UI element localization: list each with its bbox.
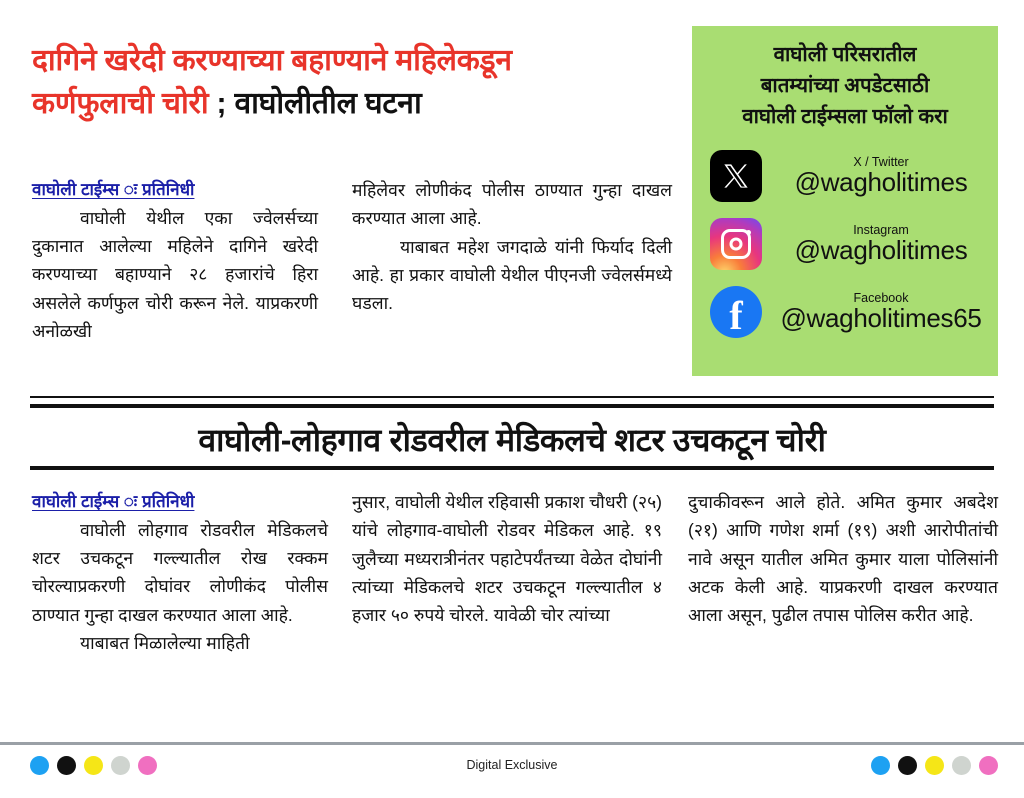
promo-platform-instagram: Instagram xyxy=(853,222,909,237)
story2-col2-paragraph-1: नुसार, वाघोली येथील रहिवासी प्रकाश चौधरी (२५) यांचे लोहगाव-वाघोली रोडवर मेडिकल आहे. १९ जुलैच्या मध्यरात्रीनंतर पहाटेपर्यंतच्या वेळेत दोघांनी त्यांच्या मेडिकलचे शटर उचकटून गल्ल्यातील ४ हजार ५० रुपये चोरले. यावेळी चोर त्यांच्या xyxy=(352,492,662,626)
footer-dots-right xyxy=(871,756,998,775)
divider-rule-top xyxy=(30,396,994,398)
story2-col1-paragraph-2: याबाबत मिळालेल्या माहिती xyxy=(80,632,250,653)
footer-dot-right-2 xyxy=(925,756,944,775)
story1-column-2 xyxy=(352,176,672,318)
story2-column-3 xyxy=(688,488,998,630)
story1-col1-paragraph-1: वाघोली येथील एका ज्वेलर्सच्या दुकानात आलेल्या महिलेने दागिने खरेदी करण्याच्या बहाण्याने २८ हजारांचे हिरा असलेले कर्णफुल चोरी करून नेले. याप्रकरणी अनोळखी xyxy=(32,207,318,341)
x-twitter-icon[interactable] xyxy=(710,150,762,202)
promo-rows xyxy=(702,142,988,346)
promo-facebook-texts xyxy=(774,291,988,334)
promo-twitter-texts xyxy=(774,155,988,198)
story1-col2-paragraph-2: याबाबत महेश जगदाळे यांनी फिर्याद दिली आहे. हा प्रकार वाघोली येथील पीएनजी ज्वेलर्समध्ये घडला. xyxy=(352,236,672,314)
promo-handle-facebook: @wagholitimes65 xyxy=(780,302,982,333)
promo-handle-instagram: @wagholitimes xyxy=(794,234,968,265)
facebook-icon[interactable]: f xyxy=(710,286,762,338)
footer-dot-right-1 xyxy=(898,756,917,775)
story1-col2-paragraph-1: महिलेवर लोणीकंद पोलीस ठाण्यात गुन्हा दाखल करण्यात आला आहे. xyxy=(352,180,672,229)
footer-dot-right-0 xyxy=(871,756,890,775)
story2-byline: वाघोली टाईम्स ः प्रतिनिधी xyxy=(32,492,195,511)
story1-headline-line1: दागिने खरेदी करण्याच्या बहाण्याने महिलेकडून xyxy=(32,44,512,77)
story2-column-2 xyxy=(352,488,662,630)
promo-row-facebook[interactable] xyxy=(702,278,988,346)
instagram-icon[interactable] xyxy=(710,218,762,270)
story1-byline: वाघोली टाईम्स ः प्रतिनिधी xyxy=(32,180,195,199)
promo-platform-facebook: Facebook xyxy=(853,290,909,305)
story2-headline-underrule xyxy=(30,466,994,470)
social-promo-box xyxy=(692,26,998,376)
story1-headline-line2-red: कर्णफुलाची चोरी xyxy=(32,86,209,120)
promo-line-2: बातम्यांच्या अपडेटसाठी xyxy=(760,73,930,97)
story1-headline-separator: ; xyxy=(208,86,235,120)
promo-row-twitter[interactable] xyxy=(702,142,988,210)
promo-row-instagram[interactable] xyxy=(702,210,988,278)
promo-platform-twitter: X / Twitter xyxy=(853,154,909,169)
promo-line-1: वाघोली परिसरातील xyxy=(773,43,917,66)
footer-dot-right-3 xyxy=(952,756,971,775)
promo-handle-twitter: @wagholitimes xyxy=(794,166,968,197)
footer-divider xyxy=(0,742,1024,745)
promo-instagram-texts xyxy=(774,223,988,266)
story2-column-1 xyxy=(32,488,328,657)
story1-column-1 xyxy=(32,176,318,345)
story1-headline xyxy=(32,40,672,125)
footer-dot-right-4 xyxy=(979,756,998,775)
footer-label: Digital Exclusive xyxy=(466,758,558,772)
story2-col1-paragraph-1: वाघोली लोहगाव रोडवरील मेडिकलचे शटर उचकटून गल्ल्यातील रोख रक्कम चोरल्याप्रकरणी दोघांवर लोणीकंद पोलीस ठाण्यात गुन्हा दाखल करण्यात आला आहे. xyxy=(32,519,328,625)
story2-col3-paragraph-1: दुचाकीवरून आले होते. अमित कुमार अबदेश (२१) आणि गणेश शर्मा (१९) अशी आरोपीतांची नावे असून यातील अमित कुमार याला पोलिसांनी अटक केली आहे. याप्रकरणी दाखल करण्यात आला असून, पुढील तपास पोलिस करीत आहे. xyxy=(688,492,998,626)
divider-rule-bottom xyxy=(30,404,994,408)
story1-headline-line2-black: वाघोलीतील घटना xyxy=(234,86,422,120)
story2-headline: वाघोली-लोहगाव रोडवरील मेडिकलचे शटर उचकटून चोरी xyxy=(198,422,826,458)
promo-line-3: वाघोली टाईम्सला फॉलो करा xyxy=(742,104,948,128)
story1-headline-line2 xyxy=(32,83,672,126)
